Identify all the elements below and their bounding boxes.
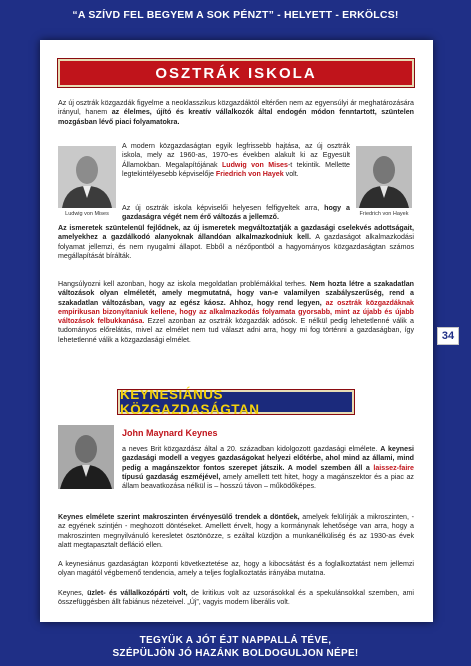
paragraph-keynes-intro: [122, 445, 414, 491]
top-banner: [0, 0, 471, 30]
text-run: Az új osztrák iskola képviselői helyesen felfigyeltek arra,: [122, 204, 325, 212]
text-run: Hangsúlyozni kell azonban, hogy az iskola megoldatlan problémákkal terhes.: [58, 280, 310, 288]
text-run: üzlet- és vállalkozópárti volt,: [87, 589, 188, 597]
section-title: OSZTRÁK ISKOLA: [155, 64, 317, 82]
paragraph-keynes-macro: [58, 513, 414, 550]
paragraph-keynes-conclusion: A keynesiánus gazdaságtan központi következtetése az, hogy a kibocsátást és a foglalkoztatást nem jellemzi olyan magától végbemenő tendencia, amely a teljes foglalkoztatás irányába mutatna.: [58, 560, 414, 578]
text-run: A keynesi gazdasági modell a vegyes gazdaságokat helyezi előtérbe, ahol mind az állami, mind pedig a magánszektor fontos szerepet játszik. A model szemben áll a: [122, 445, 414, 472]
portrait-hayek: [356, 146, 412, 208]
subtitle-keynes: John Maynard Keynes: [122, 428, 218, 438]
text-run: Ludwig von Mises: [221, 160, 288, 169]
bottom-banner-line-2: SZÉPÜLJÖN JÓ HAZÁNK BOLDOGULJON NÉPE!: [112, 647, 359, 659]
text-run: Friedrich von Hayek: [215, 169, 284, 178]
text-run: -t tekintik. Mellette legtekintélyesebb képviselője: [122, 160, 350, 178]
paragraph-intro: [58, 99, 414, 127]
text-run: típusú gazdaság eszméjével,: [122, 472, 221, 481]
paragraph-knowledge: [58, 224, 414, 261]
text-run: Keynes,: [58, 589, 88, 597]
text-run: Ezzel azonban az osztrák közgazdák adósok. E nélkül pedig lehetetlenné válik a tudományos előrelátás, mivel az elmélet nem tud választ adni arra, hogy mi fog történni a gazdaságban, így lehetetlenné válik a közgazdasági elmélet.: [58, 317, 414, 344]
portrait-keynes: [58, 425, 114, 489]
text-run: Nem hozta létre a szakadatlan változások olyan elméletét, amely megmutatná, hogy van-e valamilyen szabályszerűség, rend a szakadatlan változásban, vagy az egész káosz. Ahhoz, hogy rend legyen,: [58, 280, 414, 307]
top-banner-text: “A SZÍVD FEL BEGYEM A SOK PÉNZT” - HELYETT - ERKÖLCS!: [72, 9, 399, 21]
text-run: hogy a gazdaságra végét nem érő változás a jellemző.: [122, 204, 350, 222]
text-run: a neves Brit közgazdász által a 20. században kidolgozott gazdasági elmélete.: [122, 445, 381, 453]
text-run: Az új osztrák közgazdák figyelme a neoklasszikus közgazdáktól eltérően nem az egyensúlyi ár meghatározására irányul, hanem: [58, 99, 414, 117]
text-run: Az ismeretek szüntelenül fejlődnek, az új ismeretek megváltoztatják a gazdasági cselekvés adottságait, amelyekhez a gazdálkodó alanyoknak állandóan alkalmazkodniuk kell.: [58, 224, 414, 242]
paragraph-founders: [122, 142, 350, 179]
section-title: KEYNESIÁNUS KÖZGAZDASÁGTAN: [120, 387, 260, 417]
text-run: A modern közgazdaságtan egyik legfrissebb hajtása, az új osztrák iskola, mely az 1960-as, 1970-es években alakult ki az Egyesült Államokban. Megalapítójának: [122, 142, 350, 169]
paragraph-critique: [58, 280, 414, 345]
text-run: de kritikus volt az uzsorásokkal és a spekulánsokkal szemben, ami összefüggésben állt fabiánus nézeteivel. „Új”, vagyis modern liberális volt.: [58, 589, 415, 607]
text-run: az élelmes, újító és kreatív vállalkozók által endogén módon fenntartott, szüntelen mozgásban lévő piaci folyamatokra.: [58, 108, 415, 126]
text-run: az osztrák közgazdáknak empirikusan bizonyítaniuk kellene, hogy az alkalmazkodás folyamata gyorsabb, mint az újabb és újabb változások felbukkanása.: [58, 298, 414, 326]
portrait-mises: [58, 146, 116, 208]
paragraph-change: [122, 204, 350, 223]
text-run: volt.: [283, 169, 299, 178]
bottom-banner-line-1: TEGYÜK A JÓT ÉJT NAPPALLÁ TÉVE,: [139, 634, 332, 646]
text-run: A gazdaságot alkalmazkodási folyamat jellemzi, és nem nyugalmi állapot. Ebből a nézőpontból a hagyományos közgazdaságtan számos megállapítását bírálták.: [58, 233, 414, 260]
caption-hayek: Friedrich von Hayek: [359, 211, 409, 217]
section-heading-osztrak-iskola: [58, 59, 414, 87]
text-run: amelyek felülírják a mikroszinten, - az egyének szintjén - meghozott döntéseket. Amellett érvelt, hogy a kormánynak lehetősége van arra, hogy a makroszinten megnyilvánuló keresletet ösztönözze, s ezáltal küzdjön a munkanélküliség és az 1930-as évek alatt megtapasztalt defláció ellen.: [58, 513, 415, 549]
bottom-banner: [0, 627, 471, 666]
caption-mises: Ludwig von Mises: [65, 211, 109, 217]
page-number: 34: [437, 327, 459, 345]
text-run: laissez-faire: [373, 463, 414, 472]
paragraph-keynes-business: [58, 589, 414, 608]
section-heading-keynes: [118, 387, 354, 417]
text-run: amely amellett tett hitet, hogy a magánszektor és a piac az állam beavatkozása nélkül is – hosszú távon – működőképes.: [122, 472, 414, 491]
text-run: Keynes elmélete szerint makroszinten érvényesülő trendek a döntőek,: [58, 513, 300, 521]
